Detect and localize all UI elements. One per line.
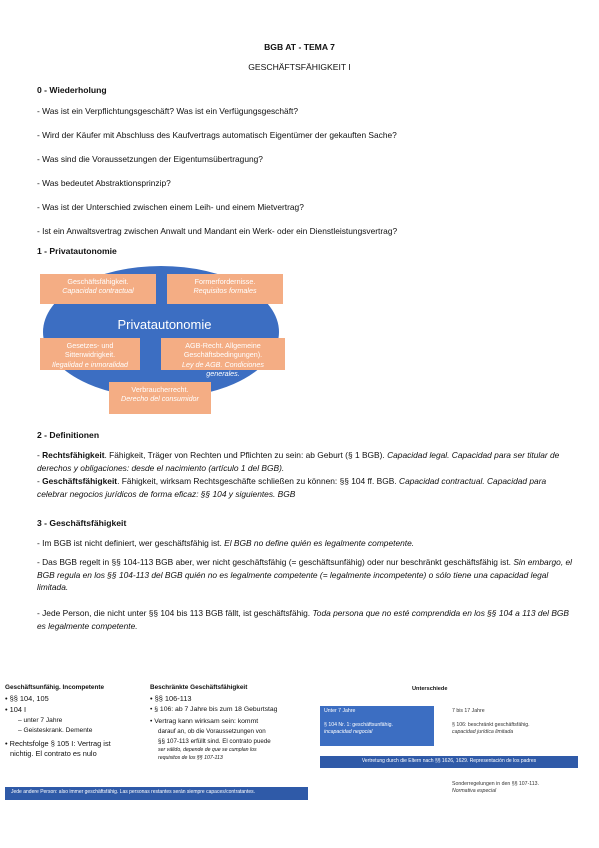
- text-de: - Jede Person, die nicht unter §§ 104 bis 113 BGB fällt, ist geschäftsfähig.: [37, 608, 313, 618]
- box-geschaeftsfaehigkeit: [40, 274, 156, 304]
- box-label-de: Formerfordernisse.: [194, 277, 256, 286]
- text-de: - Im BGB ist nicht definiert, wer geschäftsfähig ist.: [37, 538, 225, 548]
- col1-item: • 104 I: [5, 705, 27, 714]
- section-heading-wiederholung: 0 - Wiederholung: [37, 85, 107, 95]
- box-label-es: Derecho del consumidor: [121, 394, 199, 404]
- section-heading-privatautonomie: 1 - Privatautonomie: [37, 246, 117, 256]
- definition-rechtsfaehigkeit: - Rechtsfähigkeit. Fähigkeit, Träger von Rechten und Pflichten zu sein: ab Geburt (§ 1 BGB). Capacidad legal. Capacidad para ser titular de derechos y obligaciones: desde el nacimiento (artículo 1 del BGB).: [37, 450, 560, 473]
- col2-item: • §§ 106-113: [150, 694, 192, 703]
- text-es: Sin embargo, el BGB regula en los §§ 104-113 del BGB quién no es legalmente competente (= legalmente incompetente) o sólo tiene una capacidad legal limitada.: [37, 557, 572, 593]
- question-4: - Was bedeutet Abstraktionsprinzip?: [37, 178, 171, 188]
- definition-geschaeftsfaehigkeit: - Geschäftsfähigkeit. Fähigkeit, wirksam Rechtsgeschäfte schließen zu können: §§ 104 ff. BGB. Capacidad contractual. Capacidad para celebrar negocios jurídicos de forma eficaz: §§ 104 y siguientes. BGB: [37, 476, 547, 499]
- cell-line: Sonderregelungen in den §§ 107-113.: [452, 781, 540, 787]
- col1-item: • §§ 104, 105: [5, 694, 49, 703]
- col1-item: nichtig. El contrato es nulo: [10, 749, 97, 758]
- col2-item: • Vertrag kann wirksam sein: kommt: [150, 718, 259, 725]
- col2-item: §§ 107-113 erfüllt sind. El contrato puede: [158, 738, 271, 745]
- box-agb-recht: [161, 338, 285, 379]
- page-title: BGB AT - TEMA 7: [264, 42, 335, 52]
- slide-bar-2: Vertretung durch die Eltern nach §§ 1626, 1629. Representación de los padres: [320, 756, 578, 768]
- page-subtitle: GESCHÄFTSFÄHIGKEIT I: [248, 62, 351, 72]
- cell-line: capacidad jurídica limitada: [452, 728, 514, 735]
- box-label-de: AGB-Recht. Allgemeine Geschäftsbedingungen).: [183, 341, 263, 360]
- term: Rechtsfähigkeit: [42, 450, 105, 460]
- cell-line: 7 bis 17 Jahre: [452, 708, 485, 714]
- col3-title: Unterschiede: [412, 686, 448, 692]
- section-heading-definitionen: 2 - Definitionen: [37, 430, 100, 440]
- box-gesetzeswidrigkeit: [40, 338, 140, 370]
- definition-text: . Fähigkeit, Träger von Rechten und Pflichten zu sein: ab Geburt (§ 1 BGB).: [104, 450, 388, 460]
- col1-item: – unter 7 Jahre: [18, 717, 63, 724]
- col1-item: – Geisteskrank. Demente: [18, 727, 93, 734]
- col1-item: • Rechtsfolge § 105 I: Vertrag ist: [5, 739, 111, 748]
- box-label-es: Ley de AGB. Condiciones generales.: [181, 359, 265, 379]
- cell-line: § 104 Nr. 1: geschäftsunfähig.: [324, 721, 393, 728]
- paragraph-3: [37, 607, 572, 632]
- question-1: - Was ist ein Verpflichtungsgeschäft? Was ist ein Verfügungsgeschäft?: [37, 106, 299, 116]
- text-es: Toda persona que no esté comprendida en los §§ 104 a 113 del BGB es legalmente competente.: [37, 608, 570, 631]
- box-label-es: Ilegalidad e inmoralidad: [52, 359, 128, 369]
- definition-es: Capacidad legal. Capacidad para ser titular de derechos y obligaciones: desde el nacimiento (artículo 1 del BGB).: [37, 450, 560, 473]
- term: Geschäftsfähigkeit: [42, 476, 118, 486]
- cell-line: § 106: beschränkt geschäftsfähig.: [452, 721, 530, 728]
- box-label-de: Verbraucherrecht.: [131, 385, 189, 394]
- section-heading-geschaeftsfaehigkeit: 3 - Geschäftsfähigkeit: [37, 518, 127, 528]
- col2-item: requisitos de los §§ 107-113: [158, 755, 223, 761]
- definition-es: Capacidad contractual. Capacidad para celebrar negocios jurídicos de forma eficaz: §§ 104 y siguientes. BGB: [37, 476, 547, 499]
- box-label-es: Capacidad contractual: [62, 286, 134, 296]
- col1-title: Geschäftsunfähig. Incompetente: [5, 684, 105, 691]
- cell-line: Unter 7 Jahre: [324, 708, 356, 714]
- cell-7-bis-17: [448, 706, 576, 746]
- paragraph-2: [37, 556, 572, 594]
- center-label: Privatautonomie: [117, 317, 212, 332]
- cell-unter-7: [320, 706, 434, 746]
- question-3: - Was sind die Voraussetzungen der Eigentumsübertragung?: [37, 154, 263, 164]
- box-label-es: Requisitos formales: [193, 286, 257, 296]
- text-de: - Das BGB regelt in §§ 104-113 BGB aber, wer nicht geschäftsfähig (= geschäftsunfähig) oder nur beschränkt geschäftsfähig ist.: [37, 557, 514, 567]
- slide-bar-1: Jede andere Person: also immer geschäftsfähig. Las personas restantes serán siempre capaces/contratantes.: [5, 787, 308, 800]
- box-formerfordernisse: [167, 274, 283, 304]
- box-label-de: Gesetzes- und Sittenwidrigkeit.: [64, 341, 116, 360]
- question-2: - Wird der Käufer mit Abschluss des Kaufvertrags automatisch Eigentümer der gekauften Sache?: [37, 130, 397, 140]
- col2-item: darauf an, ob die Voraussetzungen von: [158, 728, 266, 735]
- col2-item: ser válido, depende de que se cumplan los: [158, 747, 257, 753]
- privatautonomie-diagram: [37, 262, 292, 422]
- cell-line: incapacidad negocial: [324, 728, 373, 735]
- definition-text: . Fähigkeit, wirksam Rechtsgeschäfte schließen zu können: §§ 104 ff. BGB.: [117, 476, 400, 486]
- question-5: - Was ist der Unterschied zwischen einem Leih- und einem Mietvertrag?: [37, 202, 304, 212]
- paragraph-1: [37, 537, 572, 550]
- text-es: El BGB no define quién es legalmente competente.: [224, 538, 415, 548]
- col2-item: • § 106: ab 7 Jahre bis zum 18 Geburtstag: [150, 706, 278, 713]
- col2-title: Beschränkte Geschäftsfähigkeit: [150, 684, 248, 691]
- cell-sonderregelungen: [448, 779, 578, 801]
- box-verbraucherrecht: [109, 382, 211, 414]
- cell-line: Normativa especial: [452, 787, 497, 794]
- question-6: - Ist ein Anwaltsvertrag zwischen Anwalt und Mandant ein Werk- oder ein Dienstleistungsvertrag?: [37, 226, 398, 236]
- box-label-de: Geschäftsfähigkeit.: [67, 277, 129, 286]
